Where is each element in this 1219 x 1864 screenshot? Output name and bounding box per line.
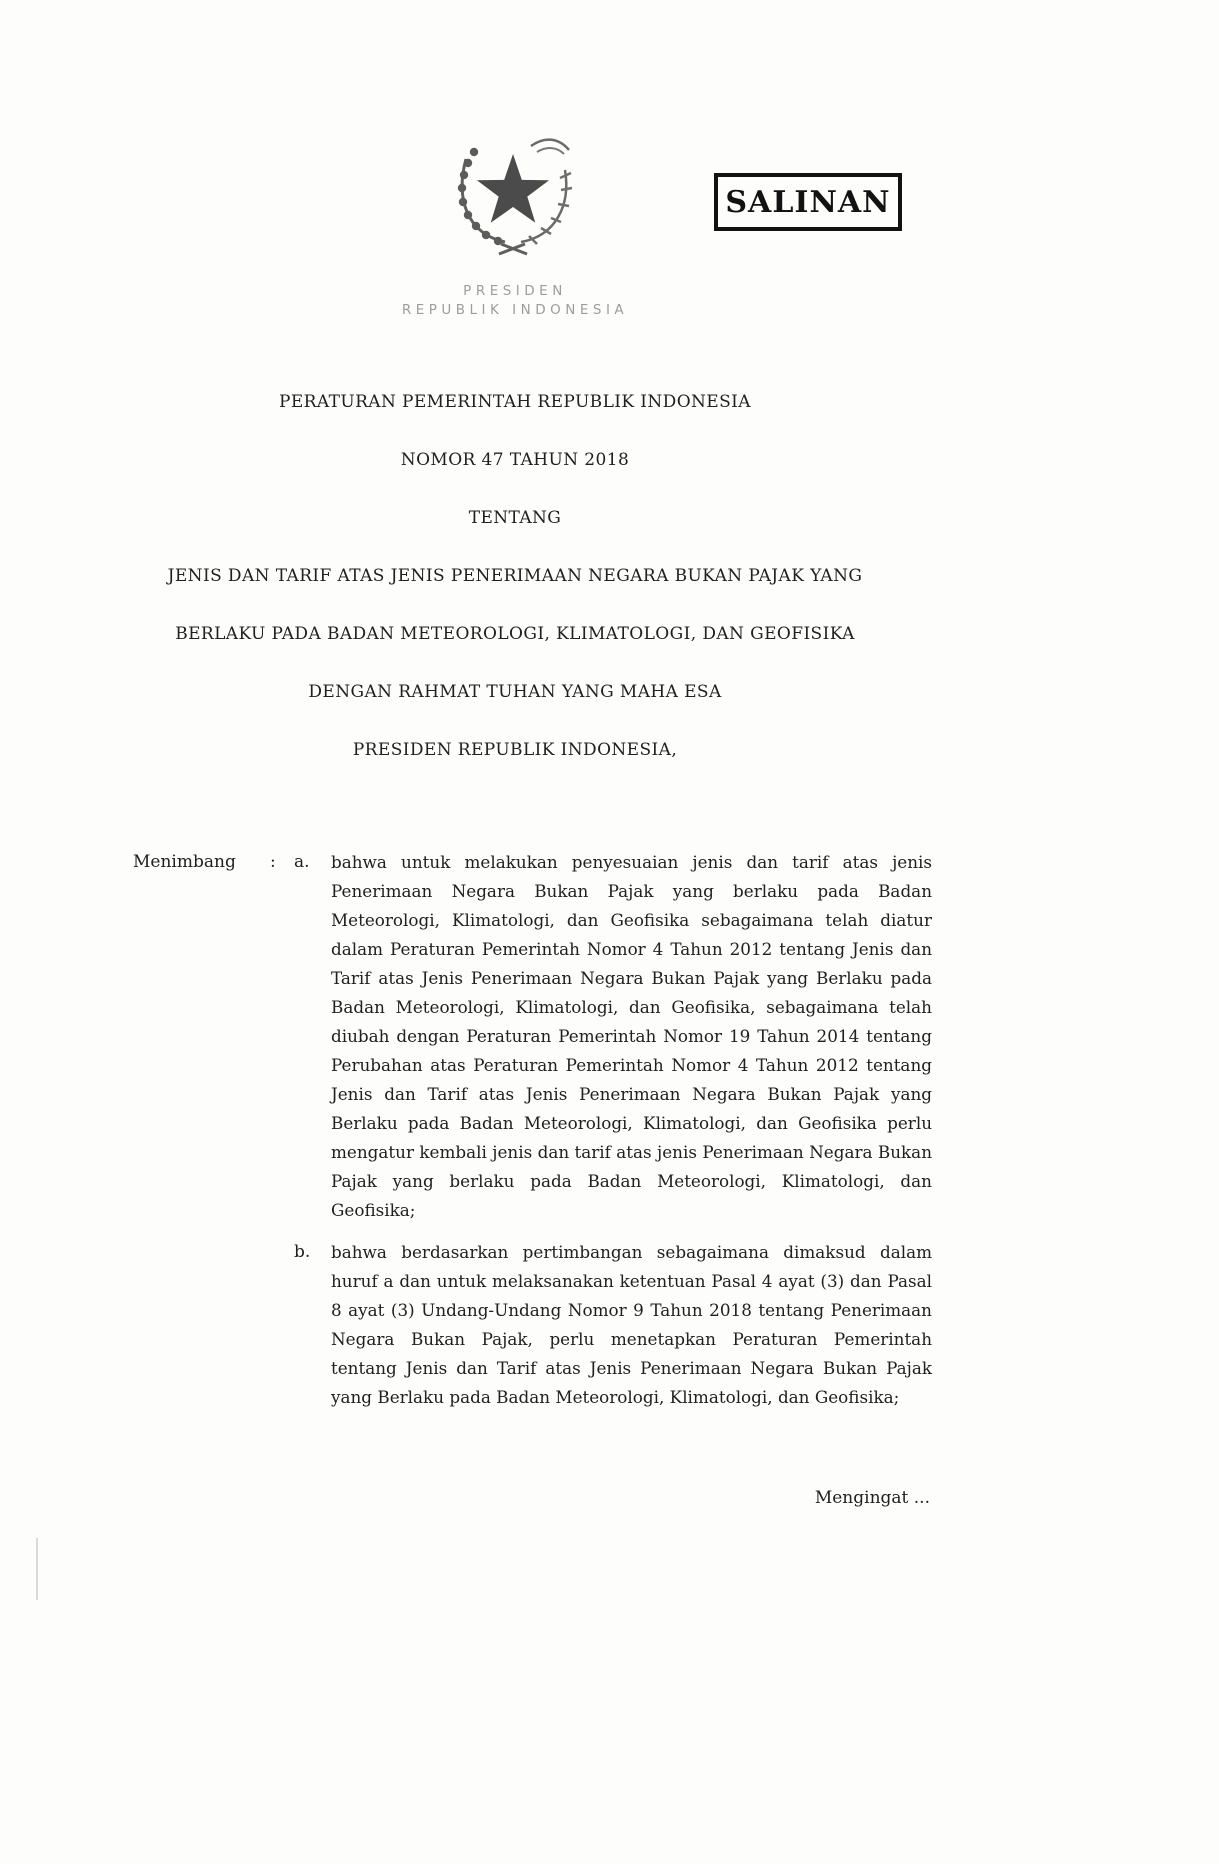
title-tentang: TENTANG [468, 508, 562, 528]
title-nomor-tahun: NOMOR 47 TAHUN 2018 [400, 450, 630, 470]
letterhead-republik-indonesia: REPUBLIK INDONESIA [401, 302, 629, 318]
item-marker-b: b. [294, 1242, 311, 1262]
title-subject-line-1: JENIS DAN TARIF ATAS JENIS PENERIMAAN NEGARA BUKAN PAJAK YANG [167, 566, 863, 586]
considering-item-b [133, 1238, 932, 1412]
considering-section [133, 848, 932, 1412]
catchword-mengingat: Mengingat ... [814, 1488, 930, 1508]
item-text-a: bahwa untuk melakukan penyesuaian jenis dan tarif atas jenis Penerimaan Negara Bukan Pajak yang berlaku pada Badan Meteorologi, Klimatologi, dan Geofisika sebagaimana telah diatur dalam Peraturan Pemerintah Nomor 4 Tahun 2012 tentang Jenis dan Tarif atas Jenis Penerimaan Negara Bukan Pajak yang Berlaku pada Badan Meteorologi, Klimatologi, dan Geofisika, sebagaimana telah diubah dengan Peraturan Pemerintah Nomor 19 Tahun 2014 tentang Perubahan atas Peraturan Pemerintah Nomor 4 Tahun 2012 tentang Jenis dan Tarif atas Jenis Penerimaan Negara Bukan Pajak yang Berlaku pada Badan Meteorologi, Klimatologi, dan Geofisika perlu mengatur kembali jenis dan tarif atas jenis Penerimaan Negara Bukan Pajak yang berlaku pada Badan Meteorologi, Klimatologi, dan Geofisika; [331, 852, 932, 1220]
considering-label: Menimbang [133, 852, 236, 872]
scan-artifact [36, 1538, 38, 1600]
title-peraturan-pemerintah: PERATURAN PEMERINTAH REPUBLIK INDONESIA [279, 392, 751, 412]
considering-colon: : [270, 852, 276, 872]
title-preamble-grace: DENGAN RAHMAT TUHAN YANG MAHA ESA [308, 682, 722, 702]
presidential-seal-icon [447, 130, 579, 258]
title-subject-line-2: BERLAKU PADA BADAN METEOROLOGI, KLIMATOLOGI, DAN GEOFISIKA [175, 624, 855, 644]
letterhead [115, 282, 915, 320]
considering-item-a [133, 848, 932, 1225]
salinan-stamp-label: SALINAN [725, 184, 891, 220]
letterhead-presiden: PRESIDEN [463, 283, 567, 299]
document-title-block [110, 392, 920, 798]
item-text-b: bahwa berdasarkan pertimbangan sebagaimana dimaksud dalam huruf a dan untuk melaksanakan ketentuan Pasal 4 ayat (3) dan Pasal 8 ayat (3) Undang-Undang Nomor 9 Tahun 2018 tentang Penerimaan Negara Bukan Pajak, perlu menetapkan Peraturan Pemerintah tentang Jenis dan Tarif atas Jenis Penerimaan Negara Bukan Pajak yang Berlaku pada Badan Meteorologi, Klimatologi, dan Geofisika; [331, 1242, 932, 1407]
salinan-stamp [714, 173, 902, 231]
item-marker-a: a. [294, 852, 310, 872]
title-preamble-presiden: PRESIDEN REPUBLIK INDONESIA, [352, 740, 678, 760]
